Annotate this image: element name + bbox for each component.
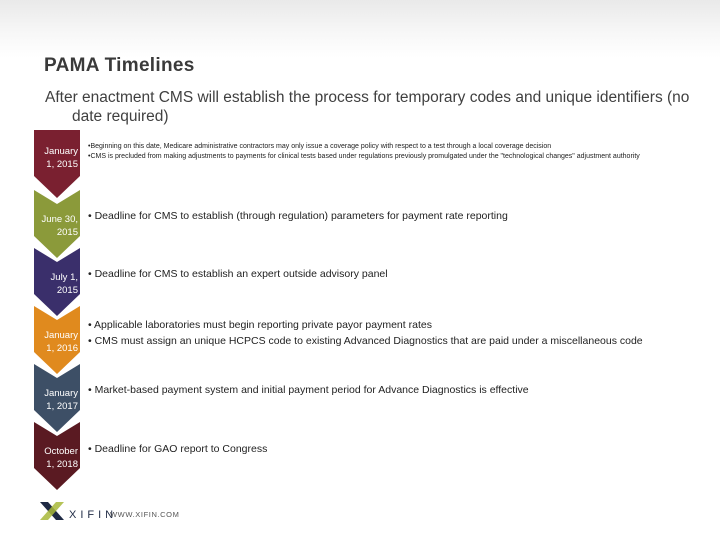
timeline-item: • CMS is precluded from making adjustments to payments for clinical tests based under regulations previously promulgated under the "technological changes" adjustment authority	[88, 152, 708, 162]
timeline-date-badge	[34, 430, 80, 492]
timeline-date: June 30, 2015	[41, 214, 78, 238]
page-subtitle: After enactment CMS will establish the process for temporary codes and unique identifiers (no date required)	[45, 89, 690, 125]
xifin-logo	[38, 500, 198, 524]
timeline-item: • Deadline for CMS to establish an expert outside advisory panel	[88, 266, 708, 282]
timeline-date: January 1, 2015	[44, 146, 78, 170]
logo-x-icon	[38, 500, 66, 522]
header-background	[0, 0, 720, 58]
timeline-description	[88, 317, 708, 349]
timeline-date: October 1, 2018	[44, 446, 78, 470]
timeline-item: • Market-based payment system and initial payment period for Advance Diagnostics is effective	[88, 382, 708, 398]
timeline-item: • Applicable laboratories must begin reporting private payor payment rates	[88, 317, 708, 333]
timeline-item: • Deadline for GAO report to Congress	[88, 441, 708, 457]
timeline-item: • Deadline for CMS to establish (through regulation) parameters for payment rate reporting	[88, 208, 708, 224]
timeline-description	[88, 142, 708, 162]
timeline-description	[88, 208, 708, 224]
logo-wordmark: XIFIN	[69, 509, 118, 521]
timeline-description	[88, 266, 708, 282]
timeline-date: July 1, 2015	[50, 272, 78, 296]
logo-url: WWW.XIFIN.COM	[110, 510, 180, 519]
timeline-date: January 1, 2016	[44, 330, 78, 354]
timeline-item: • CMS must assign an unique HCPCS code to existing Advanced Diagnostics that are paid under a miscellaneous code	[88, 333, 708, 349]
timeline-description	[88, 382, 708, 398]
timeline-item: • Beginning on this date, Medicare administrative contractors may only issue a coverage policy with respect to a test through a local coverage decision	[88, 142, 708, 152]
timeline-date: January 1, 2017	[44, 388, 78, 412]
timeline-description	[88, 441, 708, 457]
page-title: PAMA Timelines	[44, 55, 195, 76]
